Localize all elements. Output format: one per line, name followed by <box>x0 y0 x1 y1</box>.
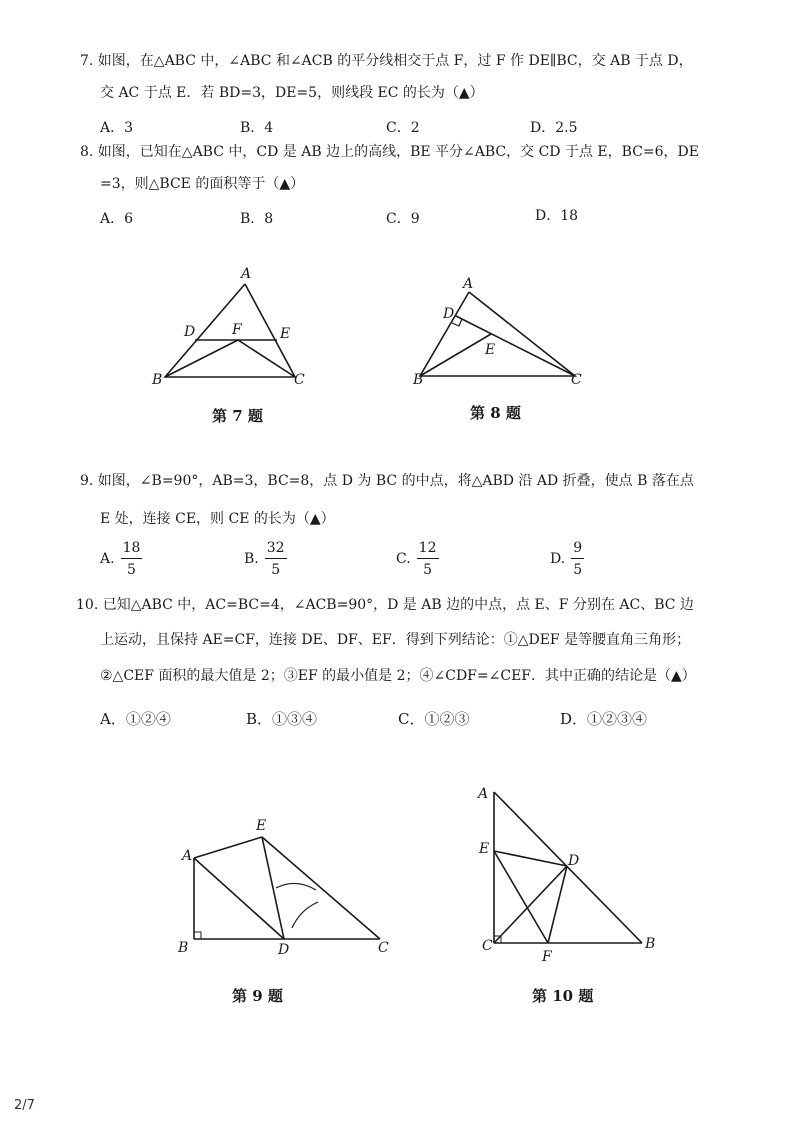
q10-text-line3: ②△CEF 面积的最大值是 2；③EF 的最小值是 2；④∠CDF=∠CEF．其中正确的结论是（▲） <box>100 668 696 684</box>
label-e-q7: E <box>280 326 291 342</box>
q8-text-line2: =3，则△BCE 的面积等于（▲） <box>100 176 305 192</box>
caption-figure-7: 第 7 题 <box>212 407 263 425</box>
q9-option-c-fraction <box>417 540 439 578</box>
label-f-q7: F <box>232 322 242 338</box>
q9-option-a-letter: A. <box>100 551 115 567</box>
q9-option-b-fraction <box>265 540 287 578</box>
label-a-q7: A <box>241 266 252 282</box>
label-b-q10: B <box>645 936 656 952</box>
q8-option-b[interactable]: B．8 <box>240 211 274 227</box>
label-a-q9: A <box>182 848 193 864</box>
q7-text-line2: 交 AC 于点 E．若 BD=3，DE=5，则线段 EC 的长为（▲） <box>100 85 484 101</box>
label-f-q10: F <box>542 949 552 965</box>
label-d-q8: D <box>443 306 455 322</box>
q9-option-d[interactable] <box>550 540 584 578</box>
fraction-denominator: 5 <box>127 562 136 578</box>
q9-option-c[interactable] <box>396 540 439 578</box>
figure-7 <box>140 262 320 392</box>
label-c-q7: C <box>294 372 305 388</box>
q10-text-line2: 上运动，且保持 AE=CF，连接 DE、DF、EF．得到下列结论：①△DEF 是等腰直角三角形； <box>100 632 691 648</box>
label-d-q7: D <box>184 324 196 340</box>
altitude-cd-q8 <box>456 316 575 376</box>
label-d-q10: D <box>568 853 580 869</box>
q7-option-d[interactable]: D．2.5 <box>530 120 578 136</box>
figure-10 <box>470 780 670 970</box>
label-e-q9: E <box>256 818 267 834</box>
q9-option-d-fraction <box>571 540 584 578</box>
q8-text-line1: 8. 如图，已知在△ABC 中，CD 是 AB 边上的高线，BE 平分∠ABC，交 CD 于点 E，BC=6，DE <box>80 144 699 160</box>
label-b-q7: B <box>152 372 163 388</box>
segment-de-q10 <box>494 851 567 866</box>
fraction-denominator: 5 <box>573 562 583 578</box>
q9-text-line1: 9. 如图，∠B=90°，AB=3，BC=8，点 D 为 BC 的中点，将△ABD 沿 AD 折叠，使点 B 落在点 <box>80 473 694 489</box>
segment-bf-q7 <box>165 340 238 377</box>
fraction-numerator: 12 <box>417 540 439 559</box>
q7-option-c[interactable]: C．2 <box>386 120 420 136</box>
label-e-q8: E <box>485 342 496 358</box>
compass-arc-q9 <box>276 883 316 890</box>
figure-8 <box>405 272 595 390</box>
fraction-numerator: 9 <box>571 540 584 559</box>
caption-figure-9: 第 9 题 <box>232 987 283 1005</box>
q10-option-d[interactable]: D．①②③④ <box>560 710 648 728</box>
segment-ad-q9 <box>194 858 284 939</box>
q10-option-a[interactable]: A．①②④ <box>100 710 171 728</box>
label-e-q10: E <box>479 841 490 857</box>
caption-figure-10: 第 10 题 <box>532 987 594 1005</box>
q7-option-b[interactable]: B．4 <box>240 120 274 136</box>
q8-option-d[interactable]: D．18 <box>535 208 579 224</box>
fraction-numerator: 18 <box>121 540 143 559</box>
q9-option-d-letter: D. <box>550 551 566 567</box>
q10-option-c[interactable]: C．①②③ <box>398 710 470 728</box>
fraction-numerator: 32 <box>265 540 287 559</box>
q8-option-a[interactable]: A．6 <box>100 211 134 227</box>
segment-cd-q10 <box>494 866 567 943</box>
label-d-q9: D <box>278 942 290 958</box>
label-c-q9: C <box>378 940 389 956</box>
segment-ef-q10 <box>494 851 548 943</box>
q7-option-a[interactable]: A．3 <box>100 120 134 136</box>
label-c-q8: C <box>571 372 582 388</box>
label-b-q9: B <box>178 940 189 956</box>
q9-option-b[interactable] <box>244 540 287 578</box>
segment-ec-q9 <box>262 837 380 939</box>
q9-option-c-letter: C. <box>396 551 411 567</box>
fraction-denominator: 5 <box>271 562 281 578</box>
label-a-q10: A <box>478 786 489 802</box>
q9-option-a[interactable] <box>100 540 142 578</box>
segment-df-q10 <box>548 866 567 943</box>
q7-text-line1: 7. 如图，在△ABC 中，∠ABC 和∠ACB 的平分线相交于点 F，过 F 作 DE∥BC，交 AB 于点 D， <box>80 53 693 69</box>
q9-option-b-letter: B. <box>244 551 259 567</box>
label-c-q10: C <box>482 938 493 954</box>
q10-text-line1: 10. 已知△ABC 中，AC=BC=4，∠ACB=90°，D 是 AB 边的中点，点 E、F 分别在 AC、BC 边 <box>76 597 694 613</box>
q9-option-a-fraction <box>121 540 143 578</box>
segment-ae-q9 <box>194 837 262 858</box>
page-number: 2/7 <box>14 1098 35 1113</box>
figure-9 <box>170 810 400 962</box>
q10-option-b[interactable]: B．①③④ <box>246 710 318 728</box>
right-angle-mark-q9 <box>194 932 201 939</box>
label-a-q8: A <box>463 276 474 292</box>
compass-arc-q9-2 <box>292 902 318 928</box>
q9-text-line2: E 处，连接 CE，则 CE 的长为（▲） <box>100 511 335 527</box>
label-b-q8: B <box>413 372 424 388</box>
caption-figure-8: 第 8 题 <box>470 404 521 422</box>
bisector-be-q8 <box>420 334 491 376</box>
q8-option-c[interactable]: C．9 <box>386 211 420 227</box>
segment-cf-q7 <box>238 340 295 377</box>
fraction-denominator: 5 <box>423 562 433 578</box>
